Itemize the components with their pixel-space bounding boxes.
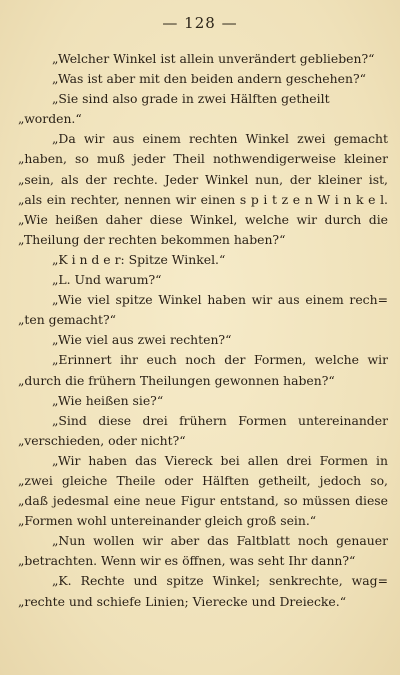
text-line: „Wir haben das Viereck bei allen drei Formen in [52,452,388,468]
text-line: „zwei gleiche Theile oder Hälften getheilt, jedoch so, [18,472,388,488]
text-line: „L. Und warum?“ [52,272,162,288]
text-line: „Wie heißen sie?“ [52,392,164,408]
text-line: „Welcher Winkel ist allein unverändert geblieben?“ [52,51,375,66]
text-line: „Erinnert ihr euch noch der Formen, welche wir [52,352,388,368]
text-line: „rechte und schiefe Linien; Vierecke und Dreiecke.“ [18,593,347,609]
text-line: „daß jedesmal eine neue Figur entstand, so müssen diese [18,493,388,509]
text-line: „ten gemacht?“ [18,312,116,328]
text-line: „Was ist aber mit den beiden andern geschehen?“ [52,71,366,87]
text-line: „sein, als der rechte. Jeder Winkel nun, der kleiner ist, [18,171,388,187]
text-line: „K. Rechte und spitze Winkel; senkrechte, wag= [52,573,388,589]
text-line: „Sind diese drei frühern Formen untereinander [52,412,388,428]
text-line: „Nun wollen wir aber das Faltblatt noch genauer [52,533,388,549]
text-line: „Wie viel aus zwei rechten?“ [52,332,232,348]
text-line: „Da wir aus einem rechten Winkel zwei gemacht [52,131,388,147]
body-text [18,49,388,612]
text-line: „haben, so muß jeder Theil nothwendigerweise kleiner [18,151,388,167]
text-line: „Wie viel spitze Winkel haben wir aus einem rech= [52,292,388,308]
text-line: „als ein rechter, nennen wir einen s p i t z e n W i n k e l. [18,191,388,207]
text-line: „betrachten. Wenn wir es öffnen, was seht Ihr dann?“ [18,553,356,569]
text-line: „verschieden, oder nicht?“ [18,432,186,448]
text-line: „Theilung der rechten bekommen haben?“ [18,231,286,247]
text-line: „Formen wohl untereinander gleich groß sein.“ [18,513,317,529]
page-number: — 128 — [162,14,238,32]
text-line: „Wie heißen daher diese Winkel, welche wir durch die [18,211,388,227]
text-line: „Sie sind also grade in zwei Hälften getheilt [52,91,330,107]
text-line: „durch die frühern Theilungen gewonnen haben?“ [18,372,335,388]
text-line: „K i n d e r: Spitze Winkel.“ [52,251,226,267]
text-line: „worden.“ [18,111,82,127]
